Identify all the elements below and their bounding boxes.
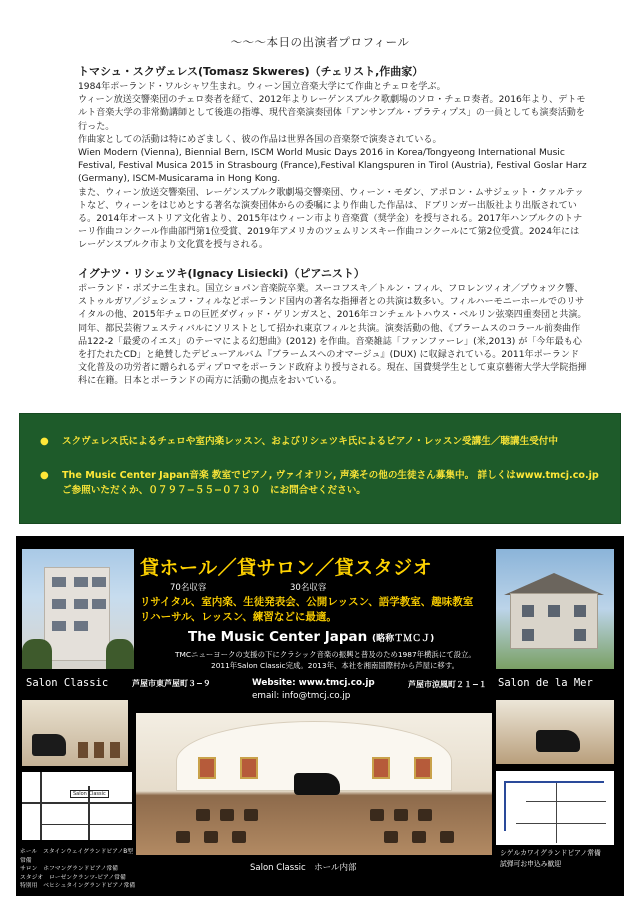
piano-list-item: サロン ホフマングランドピアノ常備 xyxy=(20,866,118,873)
performer-heading: イグナツ・リシェツキ(Ignacy Lisiecki)（ピアニスト） xyxy=(78,267,365,280)
section-title: 〜〜〜本日の出演者プロフィール xyxy=(230,35,410,49)
hall-interior-photo xyxy=(136,713,492,855)
bullet-icon: ● xyxy=(40,436,49,447)
piano-list-item: 特別用 ベヒシュタイングランドピアノ常備 xyxy=(20,883,136,890)
salon-classic-label: Salon Classic xyxy=(26,677,109,689)
hall-capacity: 70名収容 xyxy=(170,583,207,593)
salon-interior-photo xyxy=(22,700,128,766)
notice-item xyxy=(40,468,608,498)
rental-header xyxy=(138,553,492,623)
organization-title xyxy=(188,629,434,645)
rental-uses xyxy=(140,595,492,625)
bio-paragraph: Wien Modern (Vienna), Biennial Bern, ISCM World Music Days 2016 in Korea/Tongyeong International Music Festival, Festival Musica 2015 in Strasbourg (France),Festival Klangspuren in Tirol (Austria), Festival Goslar Harz (Germany), ISCM-Musicarama in Hong Kong. xyxy=(78,148,587,185)
performer-heading: トマシュ・スクヴェレス(Tomasz Skweres)（チェリスト,作曲家） xyxy=(78,65,424,78)
bio-paragraph: ウィーン放送交響楽団のチェロ奏者を経て、2012年よりレーゲンスブルク歌劇場のソロ・チェロ奏者。2016年より、デトモルト音楽大学の非常勤講師として後進の指導、現代音楽演奏団体「アンサンブル・プラティプス」の一員としても演奏活動を行った。 xyxy=(78,95,586,132)
organization-name: The Music Center Japan xyxy=(188,629,368,645)
org-desc-line: TMCニューヨークの支援の下にクラシック音楽の振興と普及のため1987年横浜にて設立。 xyxy=(175,650,476,659)
hall-photo-caption: Salon Classic ホール内部 xyxy=(250,863,357,873)
performer-profile-lisiecki xyxy=(78,266,588,389)
salon-classic-building-photo xyxy=(22,549,134,669)
bio-paragraph: 1984年ポーランド・ワルシャワ生まれ。ウィーン国立音楽大学にて作曲とチェロを学ぶ。 xyxy=(78,82,446,92)
salon-classic-address: 芦屋市東芦屋町３−９ xyxy=(132,679,211,688)
piano-list xyxy=(20,848,138,891)
notice-box xyxy=(19,413,621,524)
caption-line: 試弾可お申込み歓迎 xyxy=(500,860,562,868)
performer-profile-skweres xyxy=(78,64,588,253)
uses-line: リハーサル、レッスン、練習などに最適。 xyxy=(140,611,337,623)
salon-de-la-mer-building-photo xyxy=(496,549,614,669)
salon-de-la-mer-map xyxy=(496,771,614,845)
website-link[interactable]: Website: www.tmcj.co.jp xyxy=(252,678,375,688)
org-desc-line: 2011年Salon Classic完成。2013年、本社を湘南国際村から芦屋に移す。 xyxy=(211,661,460,670)
bio-paragraph: 作曲家としての活動は特にめざましく、彼の作品は世界各国の音楽祭で演奏されている。 xyxy=(78,134,442,145)
uses-line: リサイタル、室内楽、生徒発表会、公開レッスン、語学教室、趣味教室 xyxy=(140,596,474,608)
bullet-icon: ● xyxy=(40,470,49,481)
salon-de-la-mer-interior-photo xyxy=(496,700,614,764)
bio-paragraph: また、ウィーン放送交響楽団、レーゲンスブルク歌劇場交響楽団、ウィーン・モダン、アポロン・ムサジェット・クァルテットなど、ウィーンをはじめとする著名な演奏団体からの委嘱により作曲した作品は、ドブリンガー出版社より出版されている。2014年オーストリア文化省より、2015年はウィーン市より音楽賞（奨学金）を授与される。2017年ハンブルクのトナーリ作曲コンクール作曲部門第1位受賞、2019年アメリカのツェムリンスキー作曲コンクールにて第2位受賞。2024年にはレーゲンスブルク市より文化賞を授与される。 xyxy=(78,187,584,251)
notice-text: スクヴェレス氏によるチェロや室内楽レッスン、およびリシェツキ氏によるピアノ・レッスン受講生／聴講生受付中 xyxy=(62,436,558,447)
salon-mer-caption xyxy=(500,848,601,870)
rental-headline: 貸ホール／貸サロン／貸スタジオ xyxy=(140,557,433,579)
piano-list-item: ホール スタインウェイグランドピアノB型常備 xyxy=(20,849,134,864)
email-link[interactable]: email: info@tmcj.co.jp xyxy=(252,691,351,701)
caption-line: シゲルカワイグランドピアノ常備 xyxy=(500,849,601,857)
organization-description xyxy=(175,649,495,671)
salon-classic-map xyxy=(22,772,132,840)
salon-mer-address: 芦屋市涼風町２１−１ xyxy=(408,680,487,689)
organization-abbr: (略称ＴＭＣＪ) xyxy=(371,634,435,644)
notice-text: The Music Center Japan音楽 教室でピアノ, ヴァイオリン, 声楽その他の生徒さん募集中。 詳しくはwww.tmcj.co.jp ご参照いただくか、０７９７−５５−０７３０ にお問合せください。 xyxy=(62,470,599,496)
map-label: Salon Classic xyxy=(70,790,109,798)
notice-item xyxy=(40,434,608,449)
contact-info xyxy=(252,677,375,703)
piano-list-item: スタジオ ローゼンクランツ-ピアノ常備 xyxy=(20,874,126,881)
bio-paragraph: ポーランド・ポズナニ生まれ。国立ショパン音楽院卒業。スーコフスキ／トルン・フィル、フロレンツィオ／プウォツク響、ストゥルガワ／ジェシュフ・フィルなどポーランド国内の著名な指揮者との共演は数多い。フィルハーモニーホールでのリサイタルの他、2015年チェロの巨匠ダヴィッド・ゲリンガスと、2016年コンチェルトハウス・ベルリン弦楽四重奏団と共演。同年、都民芸術フェスティバルにソリストとして招かれ東京フィルと共演。演奏活動の他、《ブラームスのコラール前奏曲作品122-2「最愛のイエス」のテーマによる幻想曲》(2012) を作曲。音楽雑誌「ファンファーレ」(米,2013) が「今年最も心を打たれたCD」と絶賛したデビューアルバム『ブラームスへのオマージュ』(DUX) に収録されている。2011年ポーランド文化普及の功労者に贈られるディプロマをポーランド政府より授与される。現在、国費奨学生として東京藝術大学大学院指揮科に在籍。日本とポーランドの両方に活動の拠点をおいている。 xyxy=(78,284,587,387)
salon-mer-label: Salon de la Mer xyxy=(498,677,593,689)
salon-capacity: 30名収容 xyxy=(290,583,327,593)
